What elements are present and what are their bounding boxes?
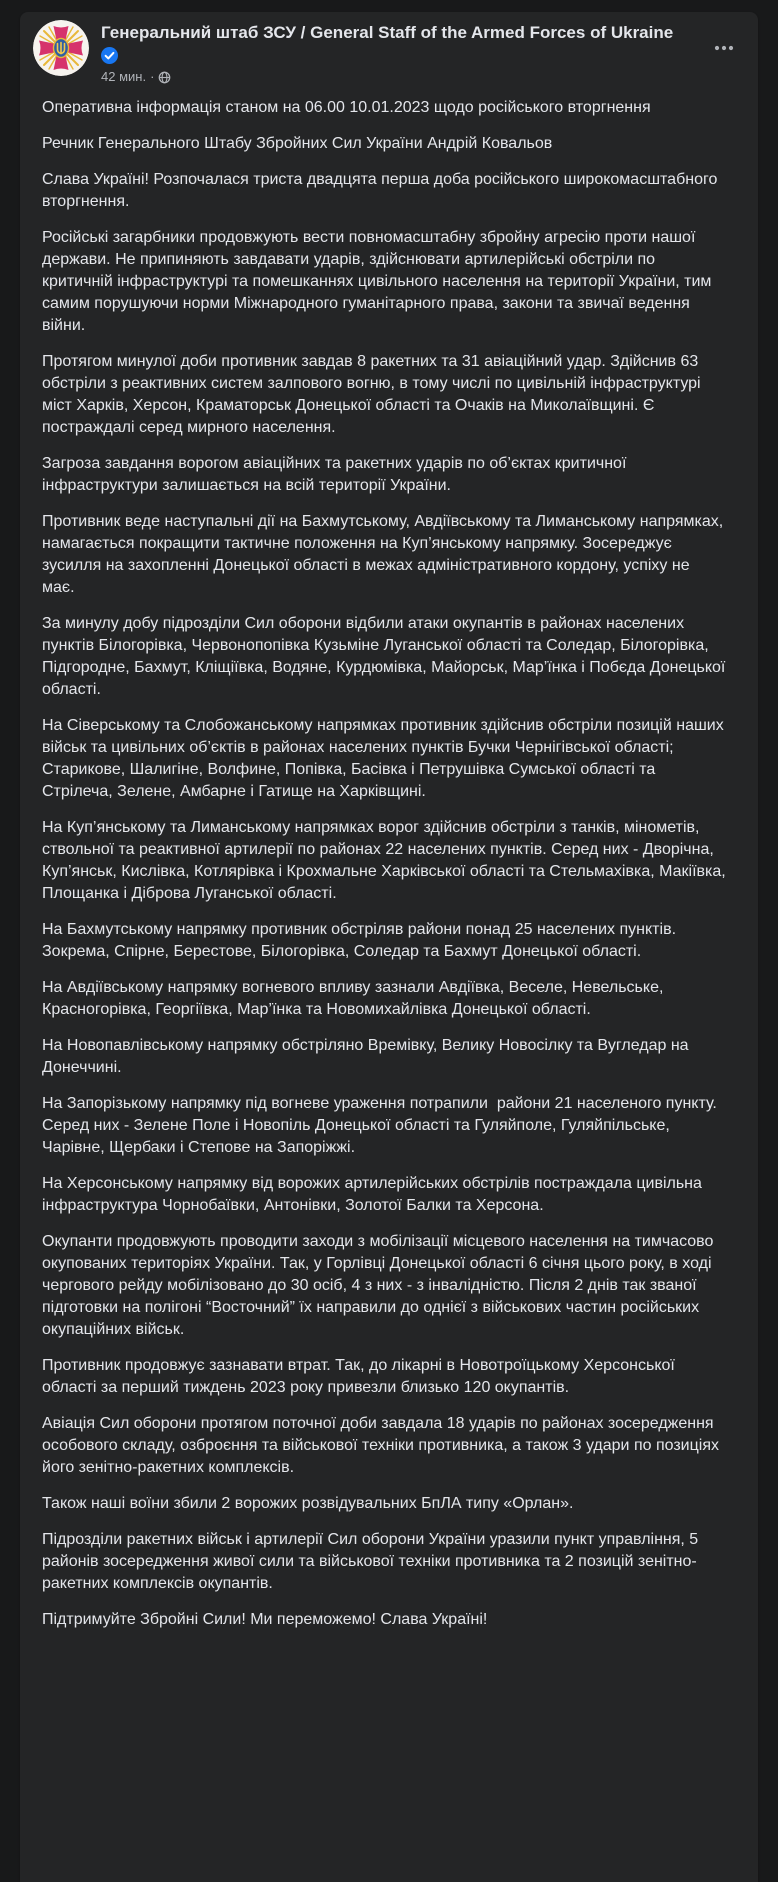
badge-row [101, 47, 706, 65]
meta-separator: · [150, 69, 155, 84]
post-paragraph: Російські загарбники продовжують вести повномасштабну збройну агресію проти нашої держави. Не припиняють завдавати ударів, здійснювати артилерійські обстріли по критичній інфраструктурі та помешканнях цивільного населення на території України, тим самим порушуючи норми Міжнародного гуманітарного права, закони та звичаї ведення війни. [42, 229, 716, 334]
post-paragraph: Авіація Сил оборони протягом поточної доби завдала 18 ударів по районах зосередження особового складу, озброєння та військової техніки противника, а також 3 удари по позиціях його зенітно-ракетних комплексів. [42, 1415, 724, 1476]
post-paragraph: Загроза завдання ворогом авіаційних та ракетних ударів по об’єктах критичної інфраструктури залишається на всій території України. [42, 455, 631, 494]
post-paragraph: Підтримуйте Збройні Сили! Ми переможемо! Слава Україні! [42, 1611, 488, 1628]
post-paragraph: Противник веде наступальні дії на Бахмутському, Авдіївському та Лиманському напрямках, намагається покращити тактичне положення на Куп’янському напрямку. Зосереджує зусилля на захопленні Донецької області в межах адміністративного кордону, успіху не має. [42, 513, 728, 596]
post-paragraph: Окупанти продовжують проводити заходи з мобілізації місцевого населення на тимчасово окупованих територіях України. Так, у Горлівці Донецької області 6 січня цього року, в ході чергового рейду мобілізовано до 30 осіб, 4 з них - з інвалідністю. Після 2 днів так званої підготовки на полігоні “Восточний” їх направили до однієї з військових частин російських окупаційних військ. [42, 1233, 718, 1338]
post-paragraph: На Бахмутському напрямку противник обстріляв райони понад 25 населених пунктів. Зокрема, Спірне, Берестове, Білогорівка, Соледар та Бахмут Донецької області. [42, 921, 681, 960]
post-paragraph: За минулу добу підрозділи Сил оборони відбили атаки окупантів в районах населених пунктів Білогорівка, Червонопопівка Кузьміне Луганської області та Соледар, Білогорівка, Підгородне, Бахмут, Кліщіївка, Водяне, Курдюмівка, Майорськ, Мар’їнка і Побєда Донецької області. [42, 615, 730, 698]
post-meta [101, 68, 706, 85]
verified-badge-icon [101, 47, 118, 64]
post-paragraph: Протягом минулої доби противник завдав 8 ракетних та 31 авіаційний удар. Здійснив 63 обстріли з реактивних систем залпового вогню, в тому числі по цивільній інфраструктурі міст Харків, Херсон, Краматорськ Донецької області та Очаків на Миколаївщині. Є постраждалі серед мирного населення. [42, 353, 706, 436]
post-paragraph: Оперативна інформація станом на 06.00 10.01.2023 щодо російського вторгнення [42, 99, 651, 116]
post-paragraph: Також наші воїни збили 2 ворожих розвідувальних БпЛА типу «Орлан». [42, 1495, 574, 1512]
post-paragraph: Слава Україні! Розпочалася триста двадцята перша доба російського широкомасштабного вторгнення. [42, 171, 722, 210]
post-paragraph: Підрозділи ракетних військ і артилерії Сил оборони України уразили пункт управління, 5 районів зосередження живої сили та військової техніки противника та 2 позицій зенітно-ракетних комплексів окупантів. [42, 1531, 703, 1592]
page-avatar[interactable] [33, 20, 89, 76]
general-staff-emblem-icon [33, 20, 89, 76]
post-paragraph: Речник Генерального Штабу Збройних Сил України Андрій Ковальов [42, 135, 553, 152]
post-paragraph: На Сіверському та Слобожанському напрямках противник здійснив обстріли позицій наших військ та цивільних об’єктів в районах населених пунктів Бучки Чернігівської області; Старикове, Шалигіне, Волфине, Попівка, Басівка і Петрушівка Сумської області та Стрілеча, Зелене, Амбарне і Гатище на Харківщині. [42, 717, 729, 800]
post-header-text [101, 20, 706, 85]
post-card [20, 12, 758, 1882]
post-paragraph: На Куп’янському та Лиманському напрямках ворог здійснив обстріли з танків, мінометів, ствольної та реактивної артилерії по районах 22 населених пунктів. Серед них - Дворічна, Куп’янськ, Кислівка, Котлярівка і Крохмальне Харківської області та Стельмахівка, Макіївка, Площанка і Діброва Луганської області. [42, 819, 731, 902]
page-name-link[interactable]: Генеральний штаб ЗСУ / General Staff of the Armed Forces of Ukraine [101, 23, 674, 42]
post-paragraph: На Авдіївському напрямку вогневого впливу зазнали Авдіївка, Веселе, Невельське, Красногорівка, Георгіївка, Мар’їнка та Новомихайлівка Донецької області. [42, 979, 668, 1018]
post-paragraph: На Херсонському напрямку від ворожих артилерійських обстрілів постраждала цивільна інфраструктура Чорнобаївки, Антонівки, Золотої Балки та Херсона. [42, 1175, 707, 1214]
post-paragraph: На Новопавлівському напрямку обстріляно Времівку, Велику Новосілку та Вугледар на Донеччині. [42, 1037, 693, 1076]
globe-icon [158, 71, 171, 84]
post-timestamp[interactable]: 42 мин. [101, 69, 147, 84]
post-paragraph: На Запорізькому напрямку під вогневе ураження потрапили райони 21 населеного пункту. Серед них - Зелене Поле і Новопіль Донецької області та Гуляйполе, Гуляйпільське, Чарівне, Щербаки і Степове на Запоріжжі. [42, 1095, 722, 1156]
three-dots-menu-icon [713, 37, 735, 59]
more-options-button[interactable] [706, 30, 742, 66]
post-paragraph: Противник продовжує зазнавати втрат. Так, до лікарні в Новотроїцькому Херсонської області за перший тиждень 2023 року привезли близько 120 окупантів. [42, 1357, 680, 1396]
post-text [20, 85, 758, 1651]
post-header [20, 12, 758, 85]
